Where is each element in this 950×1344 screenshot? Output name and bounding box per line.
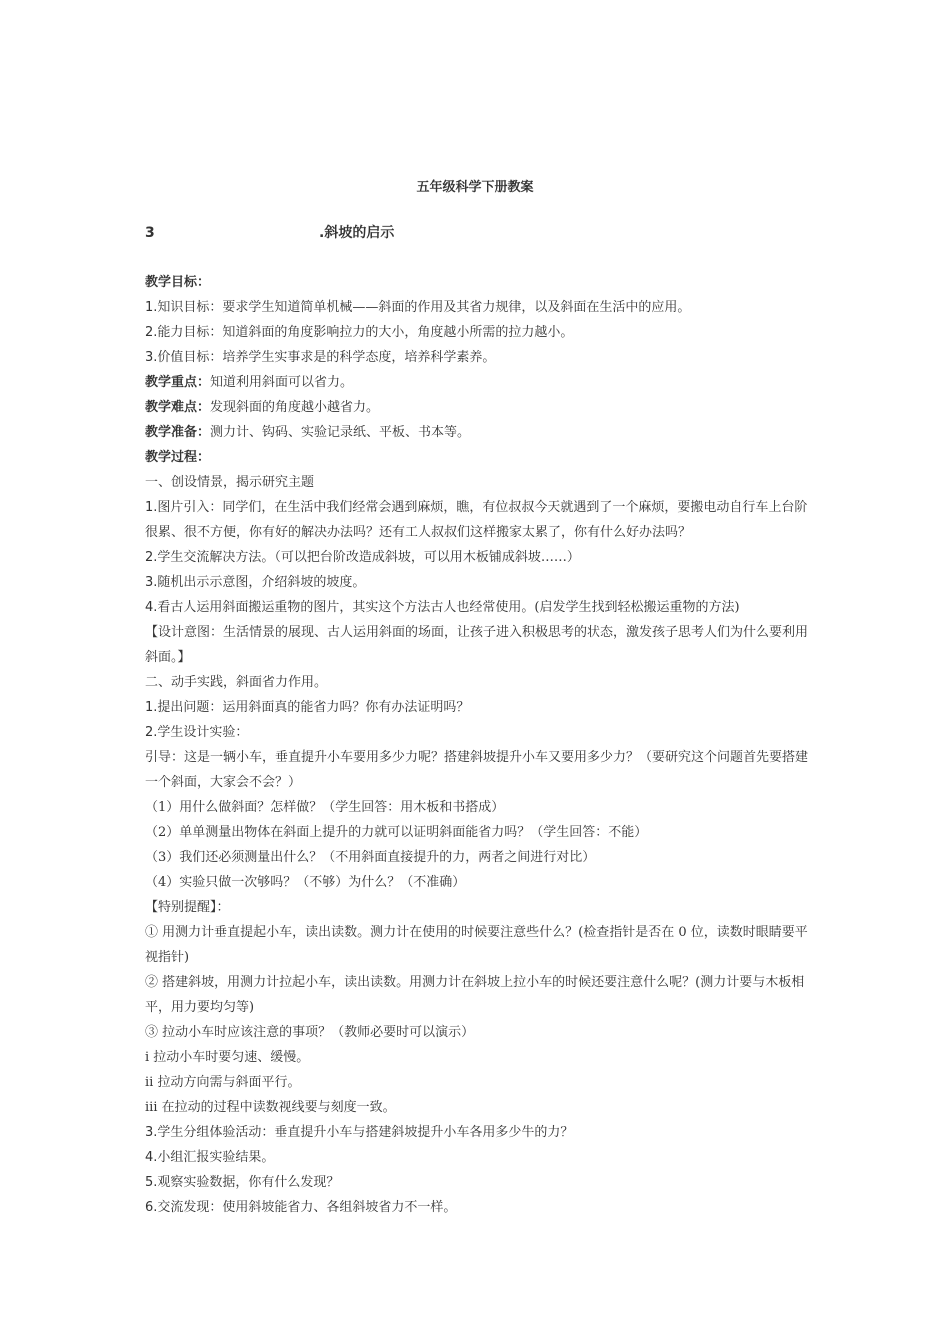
line-text: 看古人运用斜面搬运重物的图片，其实这个方法古人也经常使用。(启发学生找到轻松搬运重物的方法) [157,600,740,615]
line-number: 4. [145,1150,158,1165]
text-line [145,345,810,370]
line-text: 【特别提醒】： [145,900,230,915]
text-line [145,920,810,970]
text-line [145,695,810,720]
line-text: 一、创设情景，揭示研究主题 [145,475,315,490]
text-line [145,970,810,1020]
line-text: 测力计、钩码、实验记录纸、平板、书本等。 [210,425,471,440]
lesson-heading [145,222,394,242]
line-text: 图片引入：同学们，在生活中我们经常会遇到麻烦，瞧，有位叔叔今天就遇到了一个麻烦，要搬电动自行车上台阶很累、很不方便，你有好的解决办法吗？还有工人叔叔们这样搬家太累了，你有什么好办法吗？ [145,500,808,540]
line-text: 交流发现：使用斜坡能省力、各组斜坡省力不一样。 [157,1200,457,1215]
text-line [145,1020,810,1045]
line-text: ⅱ 拉动方向需与斜面平行。 [145,1075,301,1090]
text-line [145,795,810,820]
line-number: 1. [145,500,158,515]
section-label: 教学准备： [145,425,211,440]
line-number: 1. [145,700,158,715]
line-text: 随机出示示意图，介绍斜坡的坡度。 [157,575,366,590]
line-text: 学生设计实验： [157,725,249,740]
text-line [145,545,810,570]
line-text: 发现斜面的角度越小越省力。 [210,400,380,415]
text-line [145,420,810,445]
line-number: 2. [145,325,158,340]
text-line [145,395,810,420]
line-text: 价值目标：培养学生实事求是的科学态度，培养科学素养。 [157,350,496,365]
line-number: 5. [145,1175,158,1190]
line-text: ② 搭建斜坡，用测力计拉起小车，读出读数。用测力计在斜坡上拉小车的时候还要注意什么呢？(测力计要与木板相平，用力要均匀等) [145,975,805,1015]
line-number: 1. [145,300,158,315]
line-text: 能力目标：知道斜面的角度影响拉力的大小，角度越小所需的拉力越小。 [157,325,574,340]
text-line [145,495,810,545]
line-text: ③ 拉动小车时应该注意的事项？（教师必要时可以演示） [145,1025,475,1040]
line-number: 2. [145,725,158,740]
text-line [145,295,810,320]
text-line [145,895,810,920]
section-label: 教学过程： [145,450,211,465]
text-line [145,745,810,795]
line-text: 提出问题：运用斜面真的能省力吗？你有办法证明吗？ [157,700,470,715]
text-line [145,845,810,870]
line-text: 学生交流解决方法。（可以把台阶改造成斜坡，可以用木板铺成斜坡……） [157,550,580,565]
text-line [145,320,810,345]
text-line [145,270,810,295]
text-line [145,370,810,395]
text-line [145,720,810,745]
line-text: ⅰ 拉动小车时要匀速、缓慢。 [145,1050,310,1065]
line-number: 2. [145,550,158,565]
text-line [145,570,810,595]
text-line [145,870,810,895]
section-label: 教学目标： [145,275,211,290]
line-text: 小组汇报实验结果。 [157,1150,275,1165]
line-text: （1）用什么做斜面？怎样做？（学生回答：用木板和书搭成） [145,800,505,815]
line-text: ⅲ 在拉动的过程中读数视线要与刻度一致。 [145,1100,396,1115]
line-text: 二、动手实践，斜面省力作用。 [145,675,328,690]
line-number: 3. [145,350,158,365]
section-label: 教学难点： [145,400,211,415]
line-text: （2）单单测量出物体在斜面上提升的力就可以证明斜面能省力吗？（学生回答：不能） [145,825,648,840]
line-text: （3）我们还必须测量出什么？（不用斜面直接提升的力，两者之间进行对比） [145,850,596,865]
document-title: 五年级科学下册教案 [416,180,534,195]
line-text: （4）实验只做一次够吗？（不够）为什么？（不准确） [145,875,466,890]
text-line [145,595,810,620]
text-line [145,1070,810,1095]
line-text: 【设计意图：生活情景的展现、古人运用斜面的场面，让孩子进入积极思考的状态，激发孩子思考人们为什么要利用斜面。】 [145,625,809,665]
line-number: 3. [145,575,158,590]
text-line [145,470,810,495]
text-line [145,445,810,470]
line-number: 4. [145,600,158,615]
text-line [145,1095,810,1120]
section-label: 教学重点： [145,375,211,390]
line-text: ① 用测力计垂直提起小车，读出读数。测力计在使用的时候要注意些什么？(检查指针是否在 0 位，读数时眼睛要平视指针) [145,925,808,965]
line-text: 引导：这是一辆小车，垂直提升小车要用多少力呢？搭建斜坡提升小车又要用多少力？（要研究这个问题首先要搭建一个斜面，大家会不会？） [145,750,809,790]
text-line [145,1170,810,1195]
line-text: 知道利用斜面可以省力。 [210,375,354,390]
text-line [145,620,810,670]
text-line [145,1195,810,1220]
line-number: 6. [145,1200,158,1215]
line-text: 学生分组体验活动：垂直提升小车与搭建斜坡提升小车各用多少牛的力？ [157,1125,574,1140]
text-line [145,670,810,695]
text-line [145,820,810,845]
text-line [145,1145,810,1170]
line-number: 3. [145,1125,158,1140]
lesson-number: 3 [145,225,155,241]
text-line [145,1120,810,1145]
line-text: 知识目标：要求学生知道简单机械——斜面的作用及其省力规律，以及斜面在生活中的应用。 [157,300,691,315]
line-text: 观察实验数据，你有什么发现？ [157,1175,340,1190]
text-line [145,1045,810,1070]
lesson-name: .斜坡的启示 [319,225,395,241]
lesson-body [145,270,810,1220]
